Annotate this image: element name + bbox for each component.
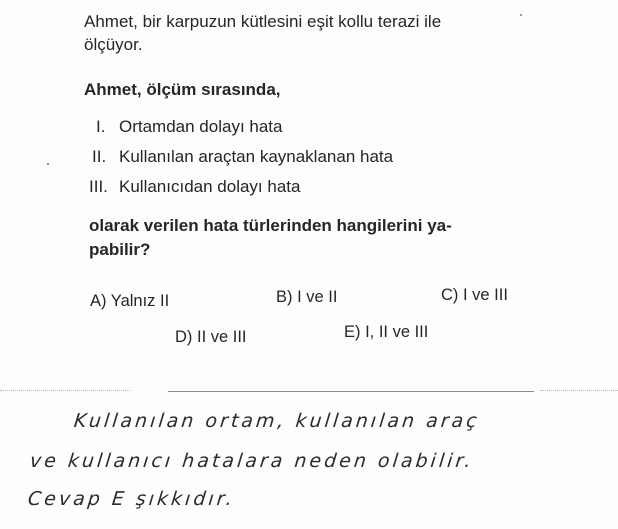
- item-2-numeral: II.: [92, 147, 107, 166]
- item-3-text: Kullanıcıdan dolayı hata: [119, 177, 301, 196]
- item-3-numeral: III.: [89, 177, 108, 196]
- item-1: [96, 115, 282, 138]
- question-stem-line-1: Ahmet, bir karpuzun kütlesini eşit kollu terazi ile: [84, 12, 442, 31]
- item-2-text: Kullanılan araçtan kaynaklanan hata: [119, 147, 394, 166]
- item-2: [92, 145, 393, 168]
- paper-speck: [47, 163, 49, 165]
- option-d[interactable]: D) II ve III: [175, 328, 247, 346]
- dotted-rule-right: [540, 390, 618, 391]
- handwritten-line-3: Cevap E şıkkıdır.: [26, 488, 237, 510]
- option-e[interactable]: E) I, II ve III: [344, 323, 429, 341]
- item-1-numeral: I.: [96, 117, 106, 136]
- item-1-text: Ortamdan dolayı hata: [119, 117, 283, 136]
- handwritten-line-2: ve kullanıcı hatalara neden olabilir.: [28, 450, 475, 472]
- handwritten-line-1: Kullanılan ortam, kullanılan araç: [72, 410, 481, 432]
- question-ask-line-1: olarak verilen hata türlerinden hangilerini ya-: [89, 216, 452, 235]
- question-ask-line-2: pabilir?: [89, 240, 151, 259]
- paper-speck: [520, 14, 522, 16]
- option-c[interactable]: C) I ve III: [441, 286, 508, 304]
- question-prompt: Ahmet, ölçüm sırasında,: [84, 80, 281, 99]
- item-3: [89, 175, 300, 198]
- option-a[interactable]: A) Yalnız II: [90, 292, 170, 310]
- question-stem-line-2: ölçüyor.: [84, 35, 143, 54]
- dotted-rule-left: [0, 390, 130, 391]
- option-b[interactable]: B) I ve II: [276, 288, 338, 306]
- answer-rule: [168, 391, 534, 392]
